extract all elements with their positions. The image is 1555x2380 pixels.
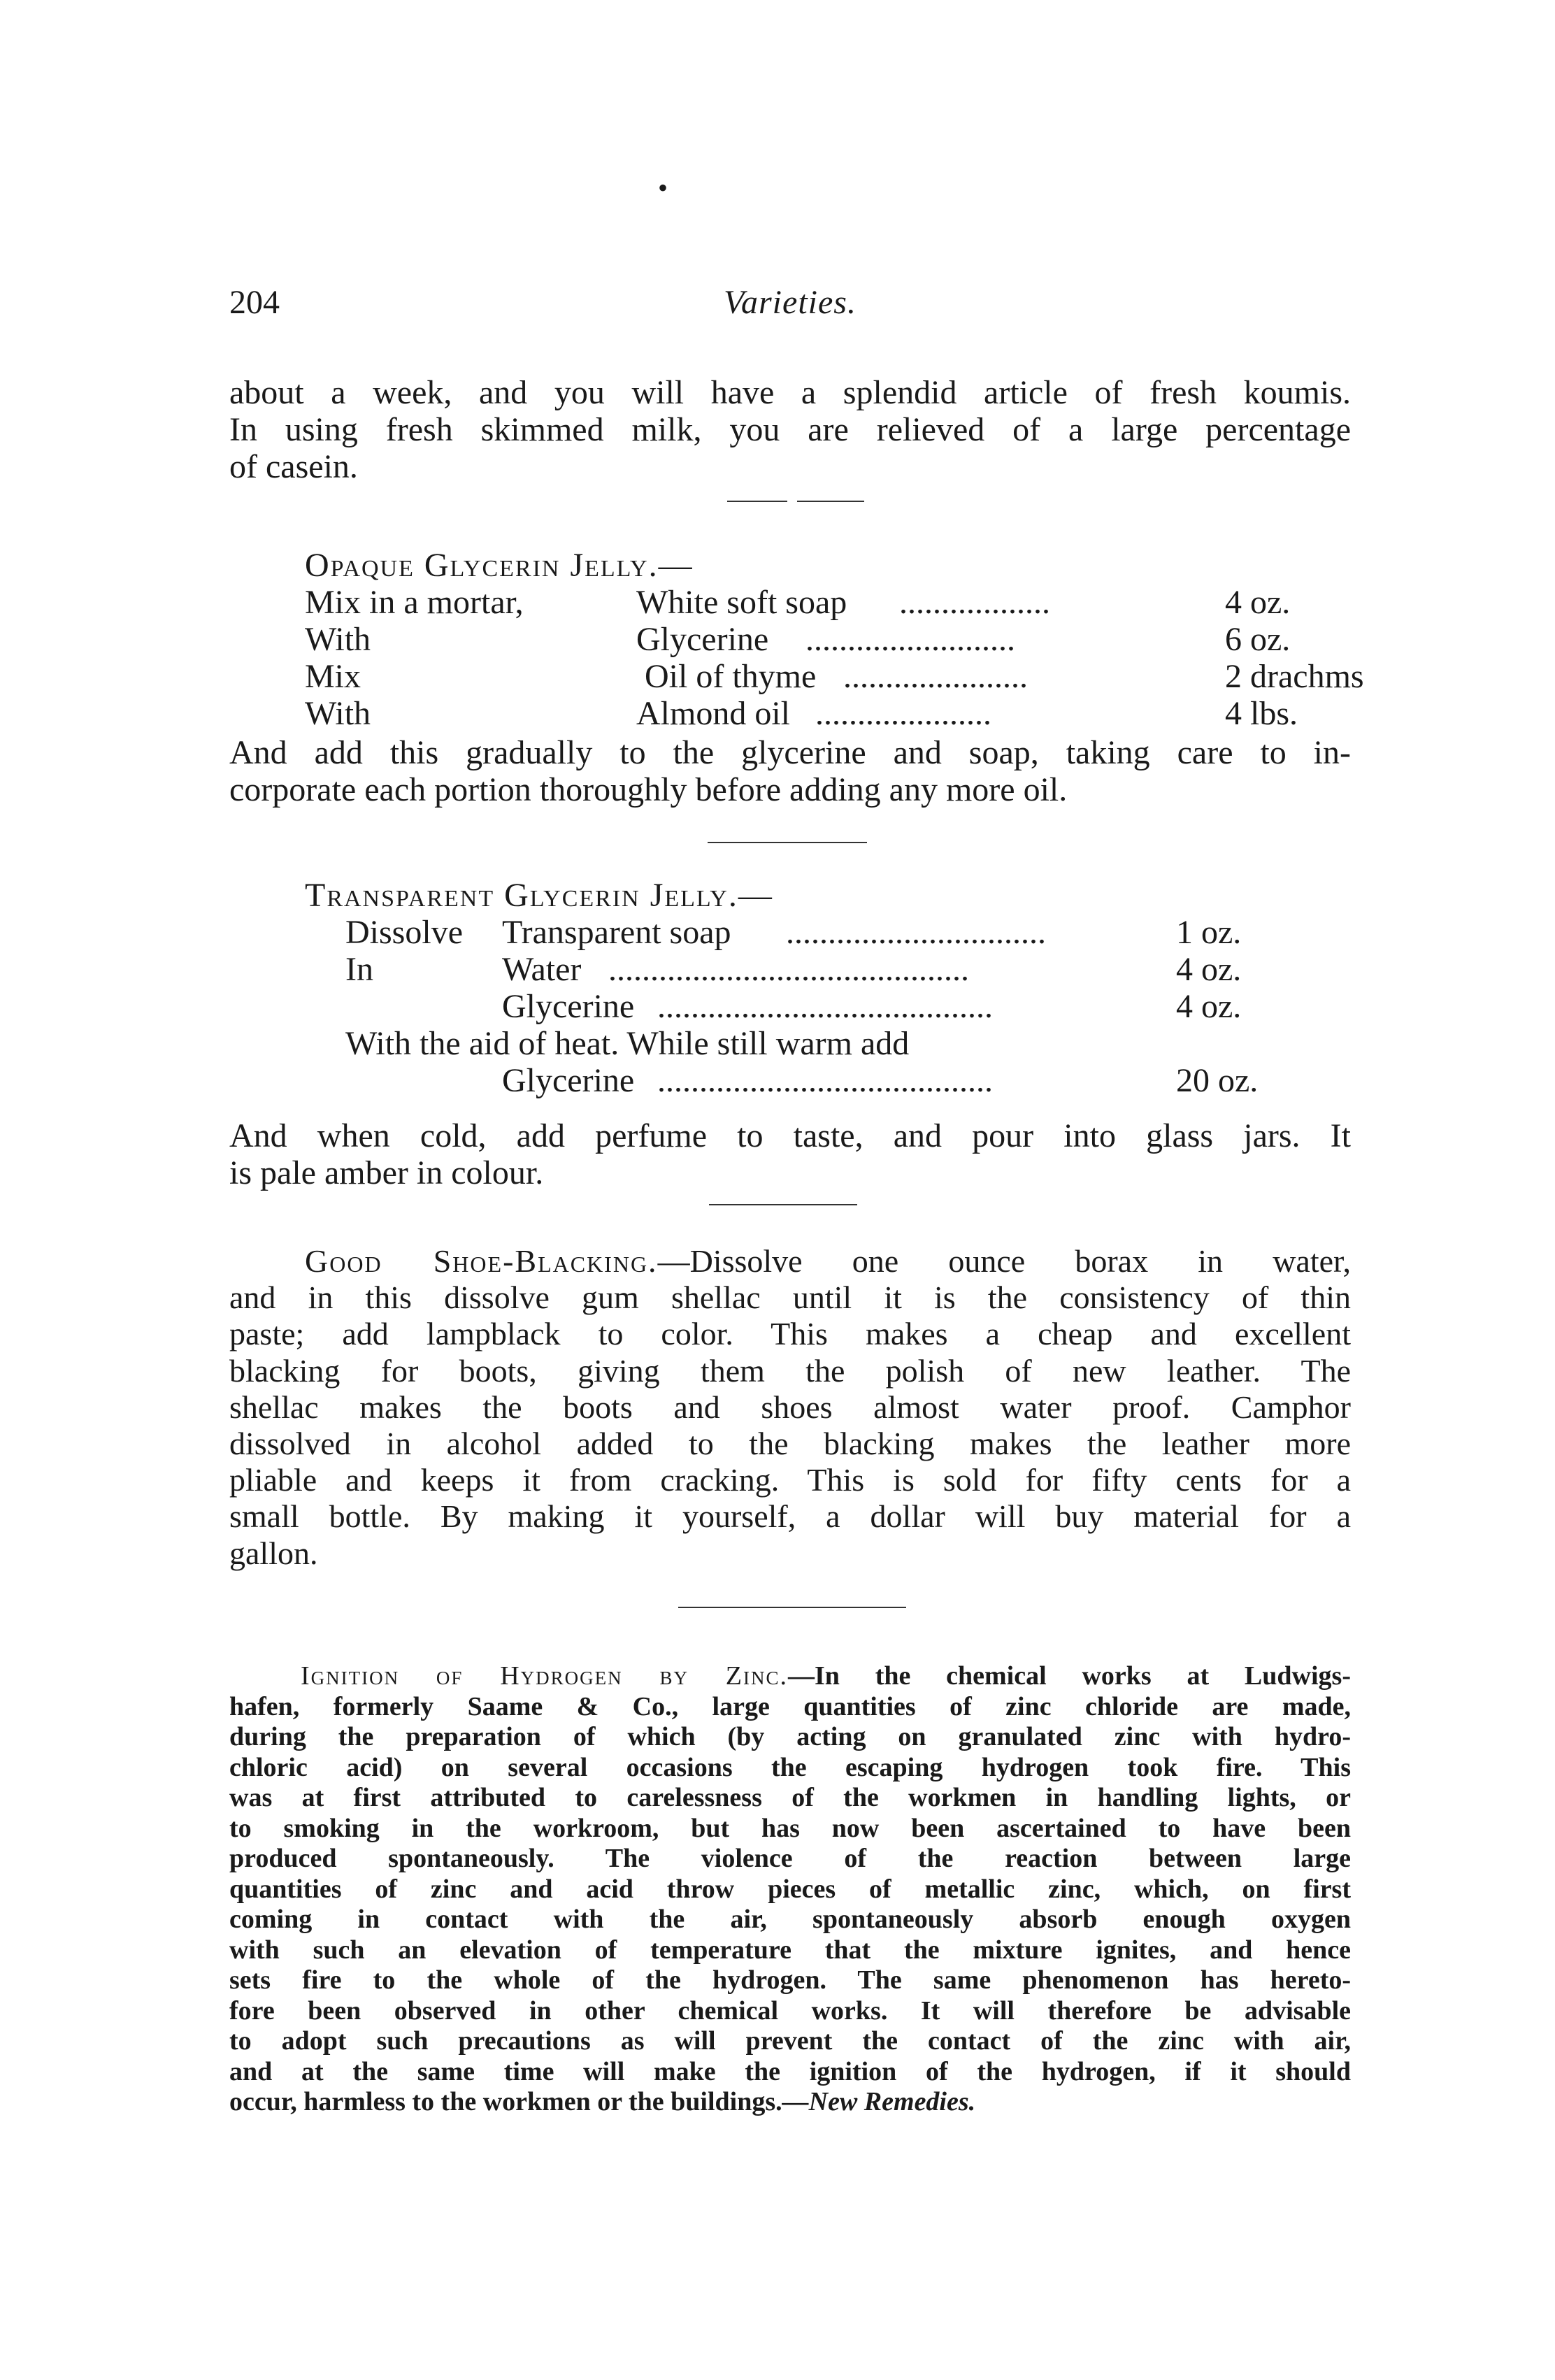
text-line xyxy=(229,2087,1351,2118)
text-line: and at the same time will make the ignition of the hydrogen, if it should xyxy=(229,2056,1351,2086)
text-line: coming in contact with the air, spontaneously absorb enough oxygen xyxy=(229,1905,1351,1934)
ingredient-verb: Mix in a mortar, xyxy=(305,584,524,621)
ingredient-qty: 4 oz. xyxy=(1225,584,1291,621)
running-header xyxy=(229,283,1351,332)
recipe-heading: Opaque Glycerin Jelly.— xyxy=(305,547,694,584)
stray-mark: • xyxy=(658,172,668,203)
ingredient-verb: Mix xyxy=(305,658,361,695)
text-line: dissolved in alcohol added to the blacking makes the leather more xyxy=(229,1426,1351,1462)
ingredient-row xyxy=(305,621,1354,658)
opaque-instructions xyxy=(229,734,1351,808)
ingredient-qty: 4 oz. xyxy=(1176,988,1242,1025)
leader-dots: ........................................ xyxy=(657,1062,993,1099)
section-divider xyxy=(708,842,867,843)
text-line: during the preparation of which (by acting on granulated zinc with hydro- xyxy=(229,1722,1351,1751)
ingredient-row xyxy=(305,1062,1354,1099)
text-line: was at first attributed to carelessness of the workmen in handling lights, or xyxy=(229,1783,1351,1812)
ingredient-row xyxy=(305,988,1354,1025)
ingredient-row xyxy=(305,695,1354,732)
ingredient-name: Oil of thyme xyxy=(645,658,817,695)
text-line: corporate each portion thoroughly before adding any more oil. xyxy=(229,771,1068,808)
text-line: to smoking in the workroom, but has now been ascertained to have been xyxy=(229,1813,1351,1843)
text-line: paste; add lampblack to color. This makes a cheap and excellent xyxy=(229,1316,1351,1352)
text-line: chloric acid) on several occasions the escaping hydrogen took fire. This xyxy=(229,1752,1351,1782)
leader-dots: ...................... xyxy=(843,658,1028,695)
text-line: of casein. xyxy=(229,448,358,485)
ingredient-name: Glycerine xyxy=(502,988,635,1025)
recipe-heading-row xyxy=(305,547,1354,584)
source-citation: —New Remedies. xyxy=(782,2087,976,2116)
ingredient-name: Water xyxy=(502,951,582,988)
transparent-instructions xyxy=(229,1117,1351,1191)
text-run: —In the chemical works at Ludwigs- xyxy=(787,1661,1351,1691)
section-divider xyxy=(727,501,787,502)
transparent-recipe xyxy=(305,877,1354,1099)
text-line xyxy=(229,1243,1351,1279)
text-line: shellac makes the boots and shoes almost water proof. Camphor xyxy=(229,1389,1351,1425)
ingredient-name: Glycerine xyxy=(502,1062,635,1099)
ingredient-row xyxy=(305,584,1354,621)
text-line: small bottle. By making it yourself, a dollar will buy material for a xyxy=(229,1498,1351,1535)
heat-instruction-row xyxy=(305,1025,1354,1062)
ingredient-qty: 6 oz. xyxy=(1225,621,1291,658)
text-line: hafen, formerly Saame & Co., large quantities of zinc chloride are made, xyxy=(229,1691,1351,1721)
text-line: quantities of zinc and acid throw pieces of metallic zinc, which, on first xyxy=(229,1874,1351,1904)
section-heading: Ignition of Hydrogen by Zinc. xyxy=(301,1661,788,1691)
text-line: gallon. xyxy=(229,1535,318,1571)
heat-instruction: With the aid of heat. While still warm add xyxy=(345,1025,910,1062)
leader-dots: ..................... xyxy=(815,695,991,732)
leader-dots: ............................... xyxy=(786,914,1046,951)
ingredient-qty: 4 oz. xyxy=(1176,951,1242,988)
leader-dots: ........................................... xyxy=(608,951,969,988)
opaque-recipe xyxy=(305,547,1364,732)
ingredient-qty: 1 oz. xyxy=(1176,914,1242,951)
text-run: occur, harmless to the workmen or the buildings. xyxy=(229,2087,782,2116)
ingredient-qty: 20 oz. xyxy=(1176,1062,1259,1099)
text-line: about a week, and you will have a splendid article of fresh koumis. xyxy=(229,374,1351,411)
text-line: sets fire to the whole of the hydrogen. The same phenomenon has hereto- xyxy=(229,1965,1351,1995)
leader-dots: .................. xyxy=(899,584,1050,621)
ingredient-verb: In xyxy=(345,951,373,988)
koumis-paragraph xyxy=(229,374,1351,485)
text-line: with such an elevation of temperature that the mixture ignites, and hence xyxy=(229,1935,1351,1965)
text-line: pliable and keeps it from cracking. This is sold for fifty cents for a xyxy=(229,1462,1351,1498)
ingredient-name: White soft soap xyxy=(636,584,847,621)
section-heading: Good Shoe-Blacking. xyxy=(305,1243,658,1279)
ingredient-verb: Dissolve xyxy=(345,914,463,951)
text-line xyxy=(229,1661,1351,1692)
ingredient-verb: With xyxy=(305,621,371,658)
leader-dots: ......................... xyxy=(805,621,1015,658)
ingredient-qty: 2 drachms xyxy=(1225,658,1364,695)
ingredient-verb: With xyxy=(305,695,371,732)
text-run: —Dissolve one ounce borax in water, xyxy=(657,1243,1351,1279)
ingredient-name: Transparent soap xyxy=(502,914,731,951)
running-title: Varieties. xyxy=(724,284,857,321)
text-line: blacking for boots, giving them the polish of new leather. The xyxy=(229,1352,1351,1389)
ingredient-qty: 4 lbs. xyxy=(1225,695,1298,732)
leader-dots: ........................................ xyxy=(657,988,993,1025)
ingredient-row xyxy=(305,914,1354,951)
text-line: And when cold, add perfume to taste, and pour into glass jars. It xyxy=(229,1117,1351,1154)
text-line: And add this gradually to the glycerine and soap, taking care to in- xyxy=(229,734,1351,771)
recipe-heading: Transparent Glycerin Jelly.— xyxy=(305,877,773,914)
ingredient-name: Glycerine xyxy=(636,621,769,658)
text-line: and in this dissolve gum shellac until it is the consistency of thin xyxy=(229,1279,1351,1316)
ingredient-row xyxy=(305,658,1364,695)
text-line: In using fresh skimmed milk, you are relieved of a large percentage xyxy=(229,411,1351,448)
text-line: to adopt such precautions as will prevent the contact of the zinc with air, xyxy=(229,2026,1351,2056)
shoe-blacking-paragraph xyxy=(229,1243,1351,1572)
section-divider xyxy=(797,501,864,502)
ingredient-name: Almond oil xyxy=(636,695,791,732)
page-number: 204 xyxy=(229,284,280,321)
ignition-paragraph xyxy=(229,1661,1351,2118)
section-divider xyxy=(709,1204,857,1205)
text-line: produced spontaneously. The violence of the reaction between large xyxy=(229,1844,1351,1873)
ingredient-row xyxy=(305,951,1354,988)
text-line: is pale amber in colour. xyxy=(229,1154,544,1191)
section-divider xyxy=(678,1607,906,1608)
recipe-heading-row xyxy=(305,877,1354,914)
text-line: fore been observed in other chemical works. It will therefore be advisable xyxy=(229,1995,1351,2026)
